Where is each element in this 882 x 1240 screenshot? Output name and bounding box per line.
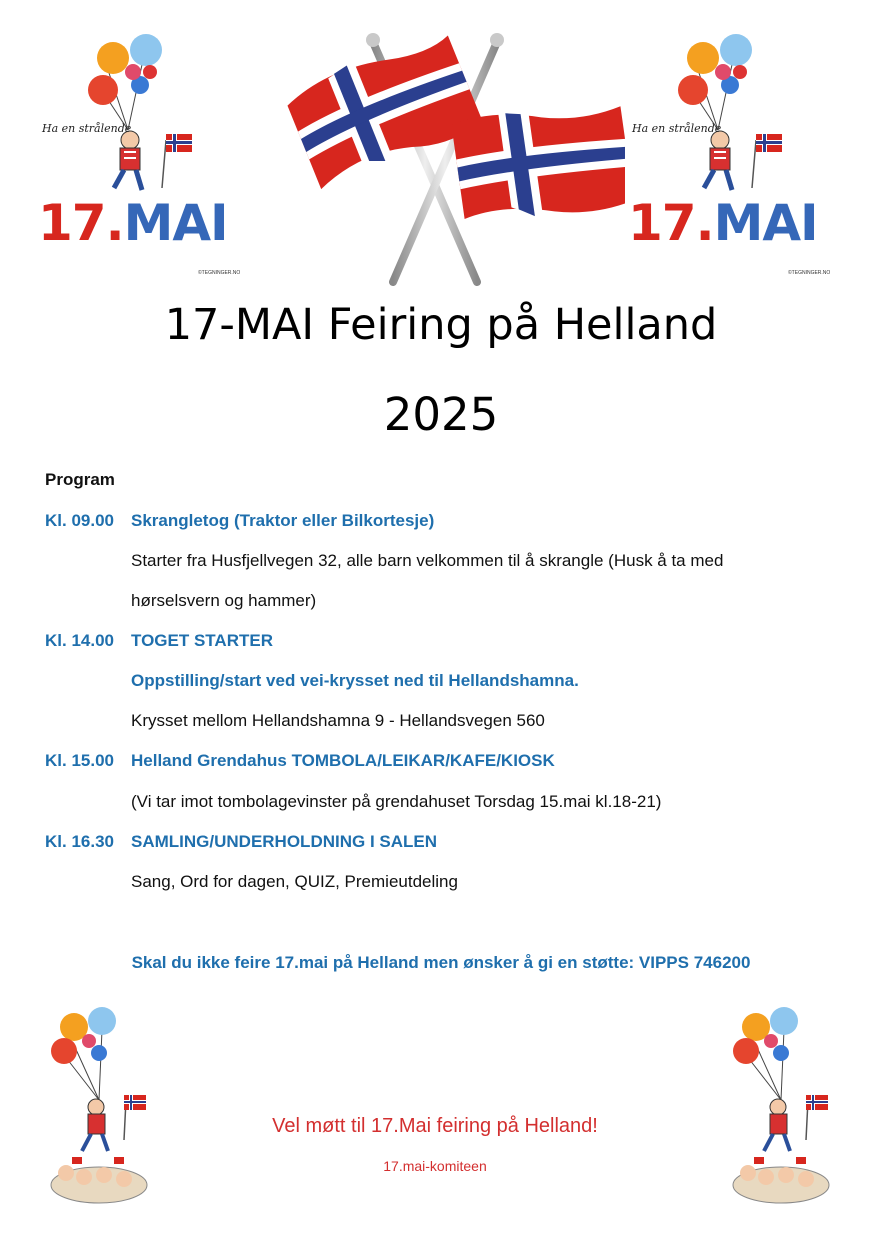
flag-left <box>281 30 484 191</box>
program-heading: TOGET STARTER <box>131 631 273 650</box>
mai-logo <box>628 194 818 252</box>
balloon-boy-illustration <box>38 30 203 200</box>
tagline-text: Ha en strålende <box>42 122 132 135</box>
program-time: Kl. 16.30 <box>45 832 114 851</box>
program-time: Kl. 15.00 <box>45 751 114 770</box>
header-illustration-left <box>38 30 241 276</box>
copyright-text: ©TEGNINGER.NO <box>198 270 241 276</box>
balloon-crowd-illustration-right <box>726 1005 836 1205</box>
copyright-text: ©TEGNINGER.NO <box>788 270 831 276</box>
page-year: 2025 <box>383 388 499 441</box>
program-heading: Helland Grendahus TOMBOLA/LEIKAR/KAFE/KIOSK <box>131 751 555 770</box>
logo-word: MAI <box>123 194 228 252</box>
balloon-crowd-illustration-left <box>44 1005 154 1205</box>
program-description: hørselsvern og hammer) <box>131 591 317 610</box>
crossed-norwegian-flags <box>245 30 625 290</box>
program-heading: Skrangletog (Traktor eller Bilkortesje) <box>131 511 435 530</box>
logo-number: 17 <box>628 194 696 252</box>
program-time: Kl. 14.00 <box>45 631 114 650</box>
logo-word: MAI <box>713 194 818 252</box>
tagline-text: Ha en strålende <box>632 122 722 135</box>
program-heading: SAMLING/UNDERHOLDNING I SALEN <box>131 832 437 851</box>
program-description: Starter fra Husfjellvegen 32, alle barn velkommen til å skrangle (Husk å ta med <box>131 551 724 570</box>
program-time: Kl. 09.00 <box>45 511 114 530</box>
program-subheading: Oppstilling/start ved vei-krysset ned til Hellandshamna. <box>131 671 579 690</box>
program-label: Program <box>45 470 115 489</box>
page-title: 17-MAI Feiring på Helland <box>164 300 718 350</box>
header-illustration-right <box>628 30 831 276</box>
mai-logo <box>38 194 228 252</box>
committee-signature: 17.mai-komiteen <box>383 1158 487 1174</box>
program-description: Krysset mellom Hellandshamna 9 - Hellandsvegen 560 <box>131 711 545 730</box>
program-description: Sang, Ord for dagen, QUIZ, Premieutdeling <box>131 872 458 891</box>
welcome-message: Vel møtt til 17.Mai feiring på Helland! <box>272 1115 598 1137</box>
logo-dot: . <box>105 194 124 252</box>
logo-dot: . <box>695 194 714 252</box>
balloon-boy-illustration <box>628 30 793 200</box>
program-description: (Vi tar imot tombolagevinster på grendahuset Torsdag 15.mai kl.18-21) <box>131 792 662 811</box>
support-vipps-text: Skal du ikke feire 17.mai på Helland men ønsker å gi en støtte: VIPPS 746200 <box>131 953 751 972</box>
logo-number: 17 <box>38 194 106 252</box>
